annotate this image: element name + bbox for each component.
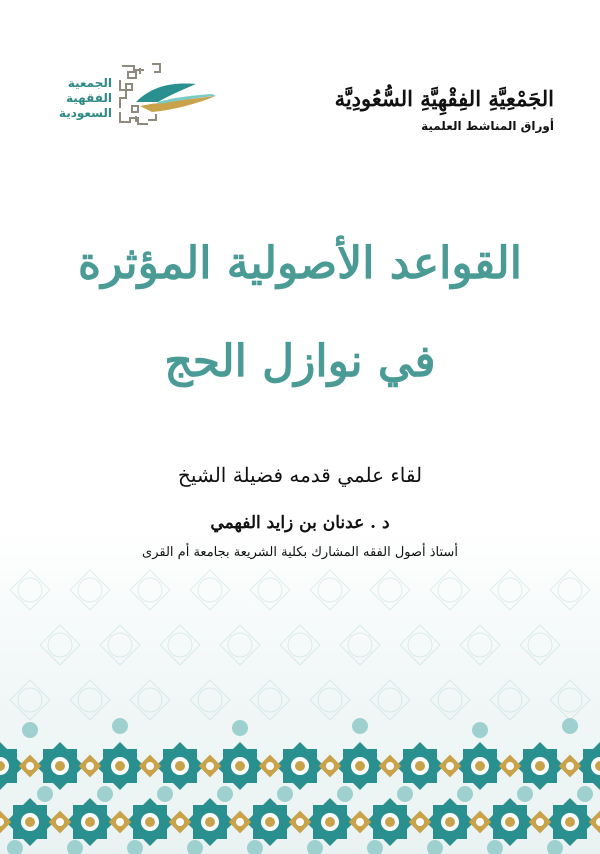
presenter-block (60, 460, 540, 564)
background-pattern (0, 560, 600, 730)
logo-text (50, 76, 112, 121)
title-line-2: في نوازل الحج (164, 336, 436, 387)
presenter-intro: لقاء علمي قدمه فضيلة الشيخ (177, 463, 423, 487)
main-title (60, 226, 540, 400)
geometric-ornament (0, 718, 600, 854)
society-logo (50, 58, 220, 130)
logo-line-3: السعودية (58, 106, 112, 120)
header-right (314, 84, 554, 136)
society-name: الجَمْعِيَّةِ الفِقْهِيَّةِ السُّعُودِيَّة (334, 86, 554, 111)
presenter-role: أستاذ أصول الفقه المشارك بكلية الشريعة بجامعة أم القرى (142, 545, 458, 560)
book-logo-icon (112, 58, 220, 130)
logo-line-2: الفقهية (66, 91, 112, 105)
presenter-name: د . عدنان بن زايد الفهمي (210, 513, 390, 533)
logo-line-1: الجمعية (67, 76, 112, 90)
title-line-1: القواعد الأصولية المؤثرة (78, 238, 522, 289)
series-name: أوراق المناشط العلمية (421, 119, 554, 133)
